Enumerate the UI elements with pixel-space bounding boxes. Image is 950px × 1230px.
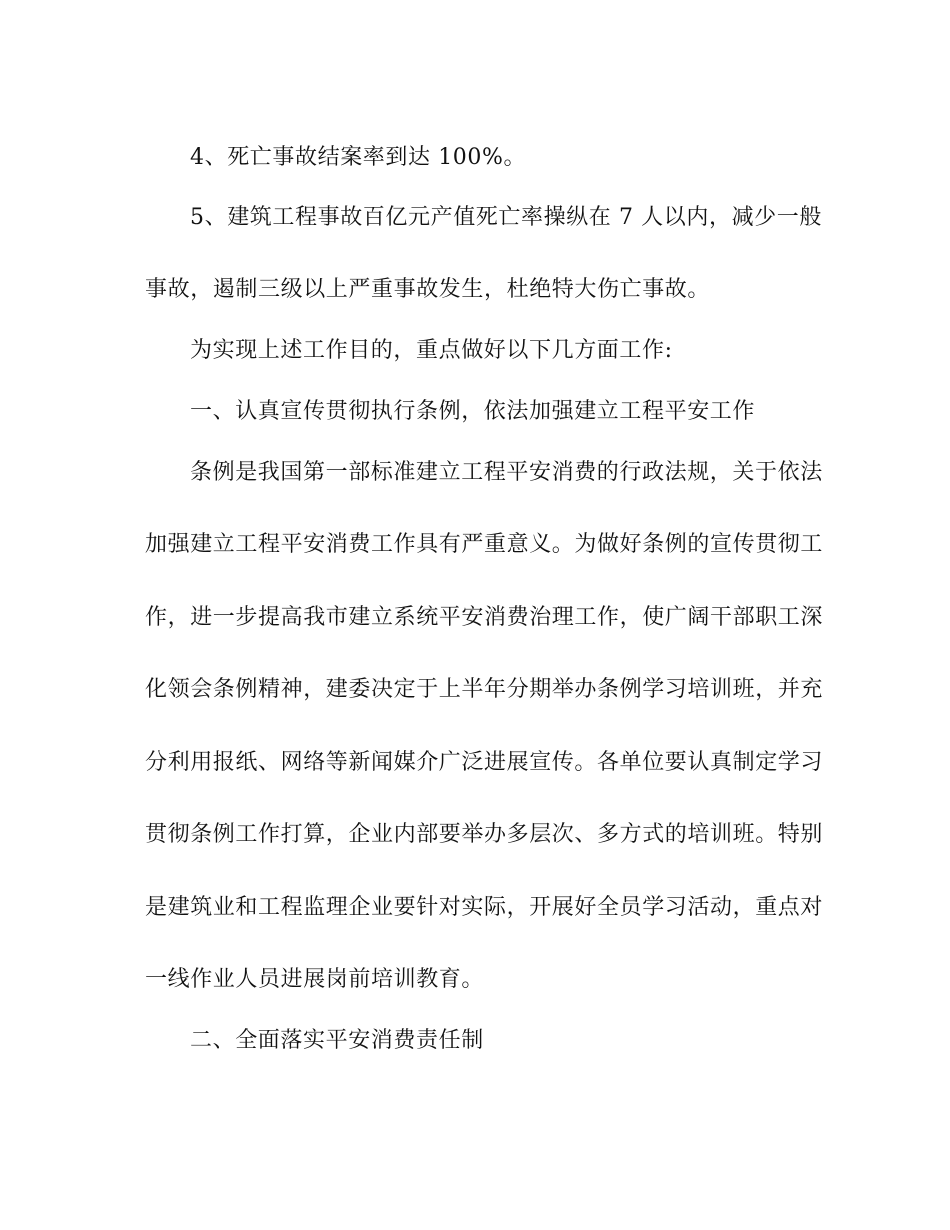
paragraph-line: 化领会条例精神，建委决定于上半年分期举办条例学习培训班，并充 <box>145 677 824 702</box>
paragraph-line: 是建筑业和工程监理企业要针对实际，开展好全员学习活动，重点对 <box>145 895 824 920</box>
paragraph-line: 贯彻条例工作打算，企业内部要举办多层次、多方式的培训班。特别 <box>145 822 824 847</box>
text-line-item-5: 5、建筑工程事故百亿元产值死亡率操纵在 7 人以内，减少一般 <box>190 205 822 230</box>
paragraph-line-last: 一线作业人员进展岗前培训教育。 <box>145 967 485 992</box>
paragraph-line: 条例是我国第一部标准建立工程平安消费的行政法规，关于依法 <box>190 460 823 485</box>
section-heading-2: 二、全面落实平安消费责任制 <box>190 1028 484 1053</box>
section-heading-1: 一、认真宣传贯彻执行条例，依法加强建立工程平安工作 <box>190 399 756 424</box>
text-line-intro: 为实现上述工作目的，重点做好以下几方面工作: <box>190 338 673 363</box>
paragraph-line: 作，进一步提高我市建立系统平安消费治理工作，使广阔干部职工深 <box>145 605 824 630</box>
text-line-item-4: 4、死亡事故结案率到达 100%。 <box>190 145 527 170</box>
text-line-item-5-cont: 事故，遏制三级以上严重事故发生，杜绝特大伤亡事故。 <box>145 277 711 302</box>
paragraph-line: 加强建立工程平安消费工作具有严重意义。为做好条例的宣传贯彻工 <box>145 532 824 557</box>
paragraph-line: 分利用报纸、网络等新闻媒介广泛进展宣传。各单位要认真制定学习 <box>145 750 824 775</box>
